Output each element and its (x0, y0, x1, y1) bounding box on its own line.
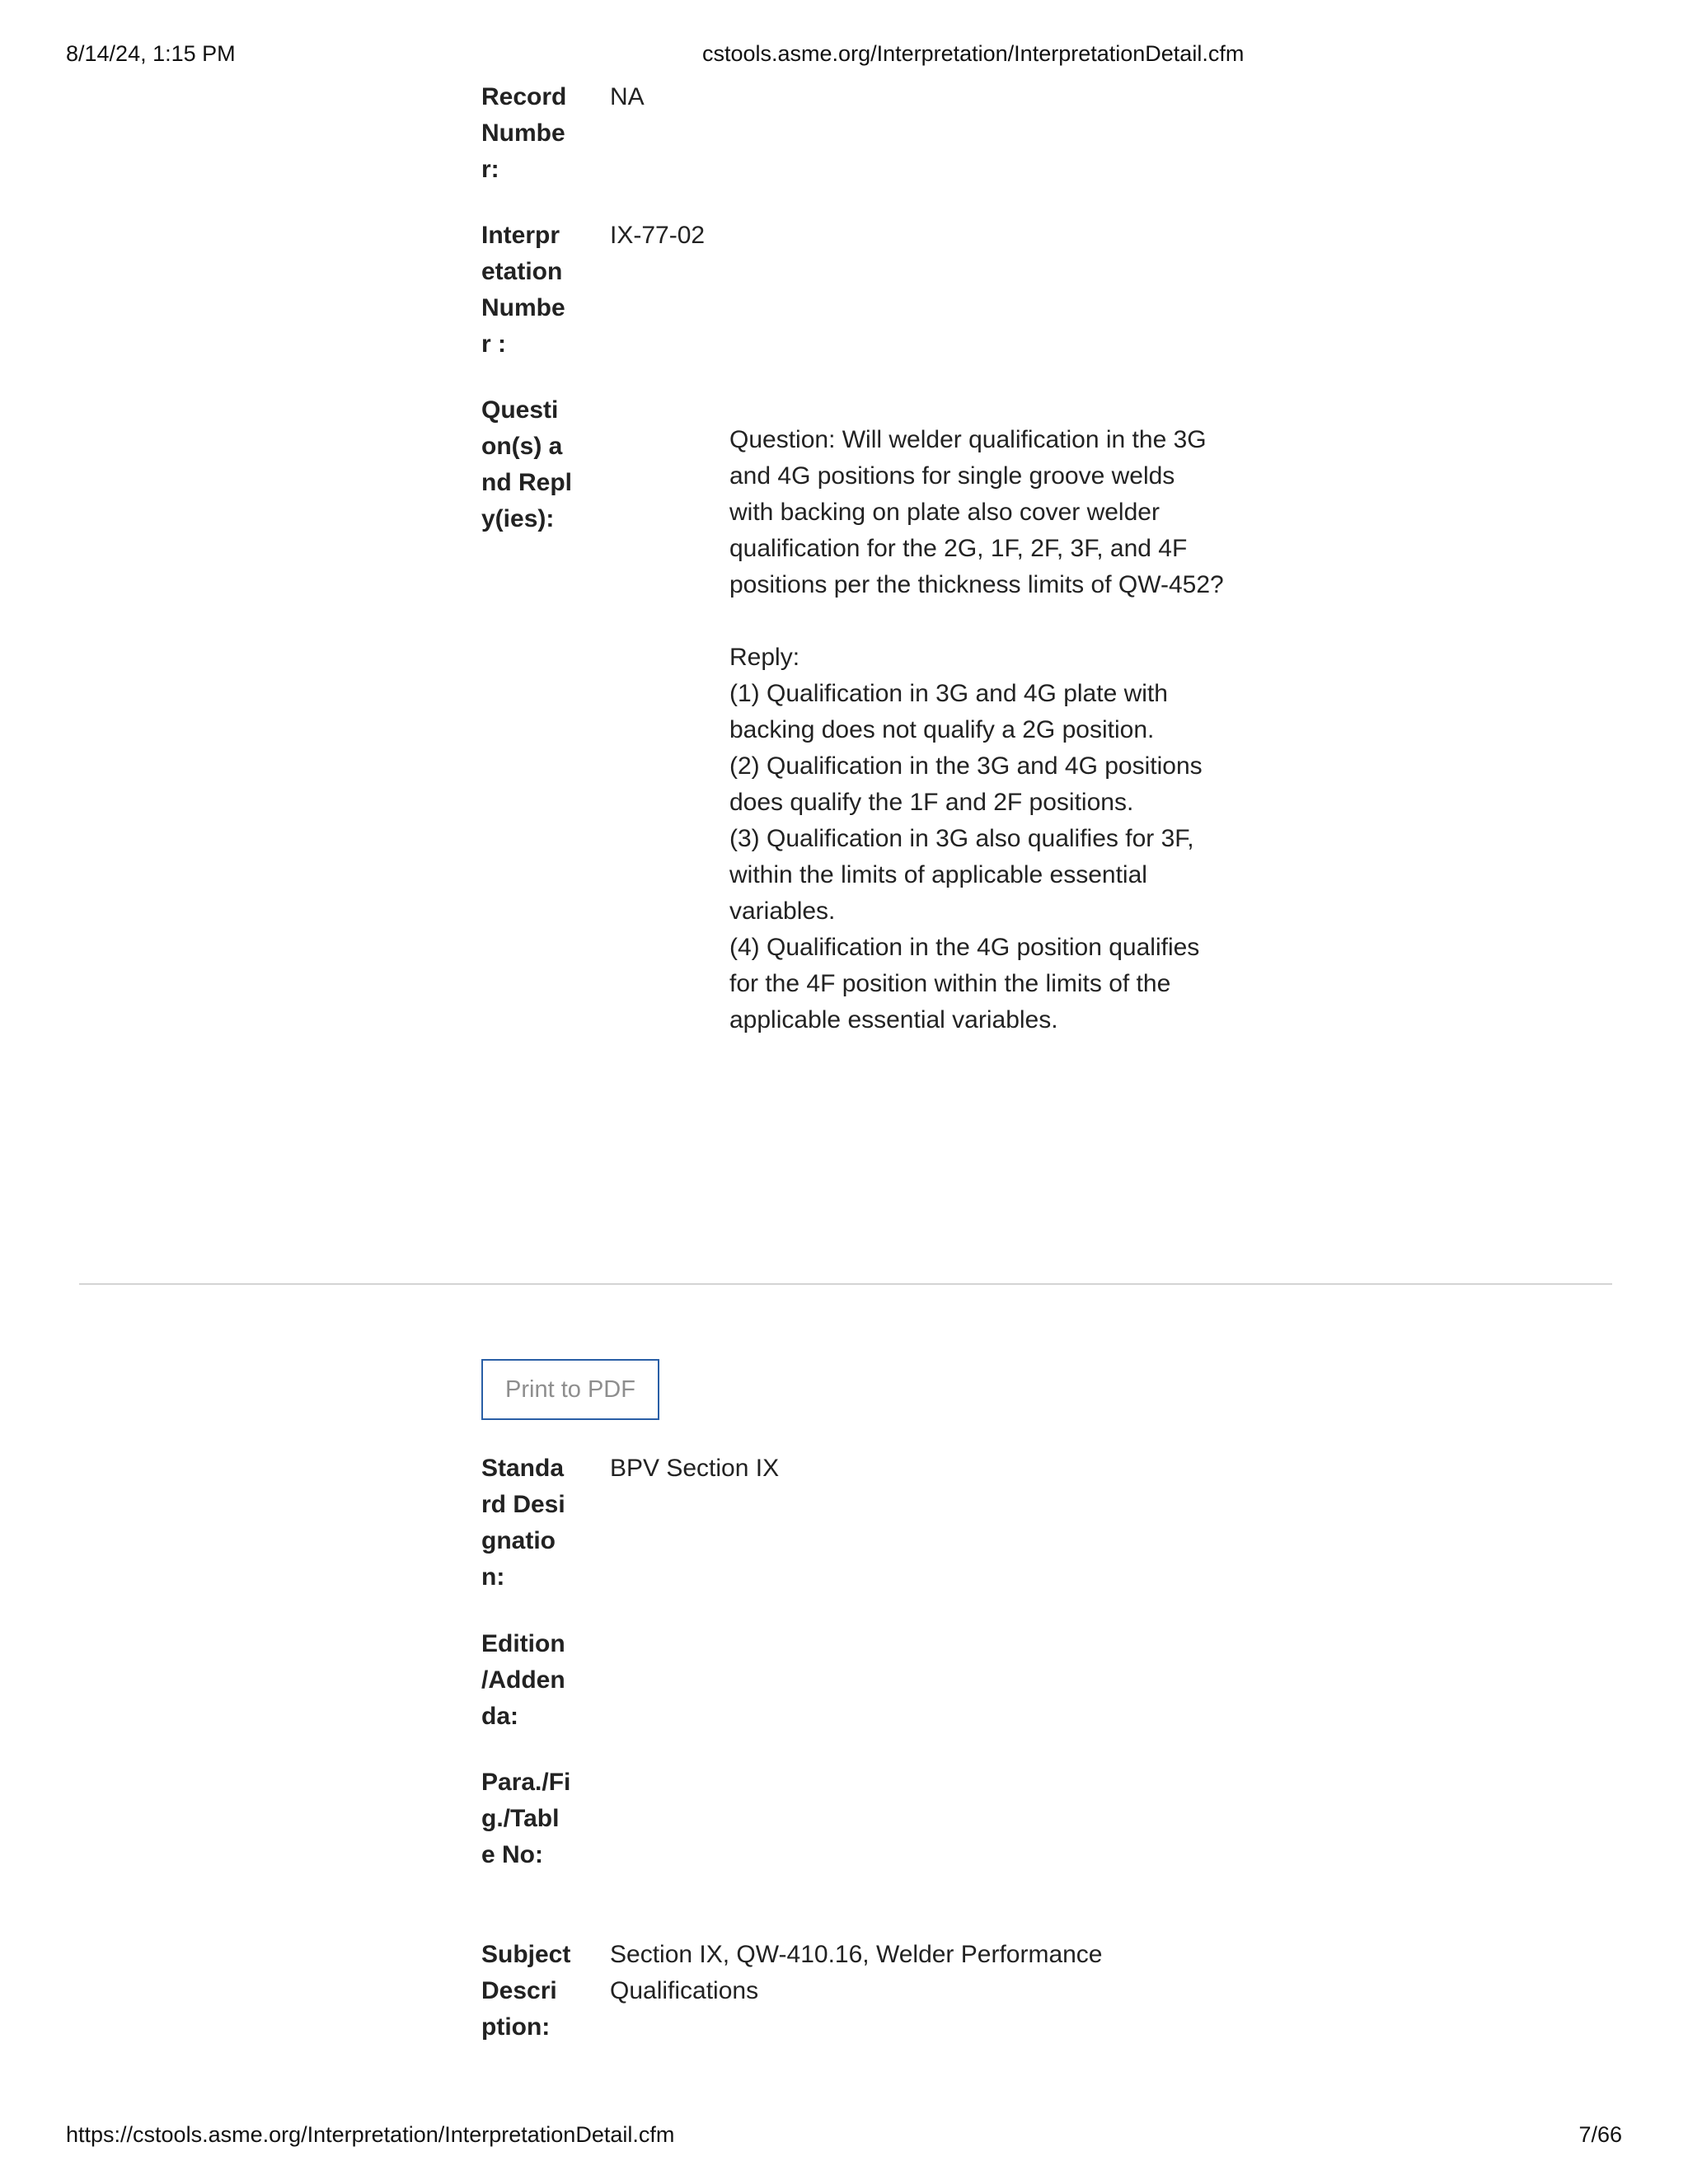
record-number-label: Record Number: (481, 83, 567, 183)
standard-designation-value: BPV Section IX (610, 1455, 780, 1482)
questions-replies-text: Question: Will welder qualification in the 3G and 4G positions for single groove welds with backing on plate also cover welder qualification for the 2G, 1F, 2F, 3F, and 4F positions per the thickness limits of QW-452? Reply: (1) Qualification in 3G and 4G plate with backing does not qualify a 2G position. (2) Qualification in the 3G and 4G positions does qualify the 1F and 2F positions. (3) Qualification in 3G also qualifies for 3F, within the limits of applicable essential variables. (4) Qualification in the 4G position qualifies for the 4F position within the limits of the applicable essential variables. (729, 426, 1224, 1033)
print-footer-url: https://cstools.asme.org/Interpretation/InterpretationDetail.cfm (66, 2122, 675, 2147)
questions-replies-label: Question(s) and Reply(ies): (481, 396, 572, 532)
record-divider (79, 1283, 1612, 1285)
print-to-pdf-button[interactable]: Print to PDF (481, 1359, 659, 1420)
edition-addenda-label: Edition /Addenda: (481, 1630, 565, 1730)
print-header-datetime: 8/14/24, 1:15 PM (66, 41, 236, 66)
para-fig-table-label: Para./Fig./Table No: (481, 1769, 571, 1868)
interpretation-number-value: IX-77-02 (610, 222, 706, 249)
standard-designation-label: Standard Designation: (481, 1455, 565, 1591)
print-header-url: cstools.asme.org/Interpretation/InterpretationDetail.cfm (702, 41, 1245, 66)
record-number-value: NA (610, 83, 645, 110)
subject-description-label: Subject Description: (481, 1941, 571, 2041)
interpretation-number-label: Interpretation Number : (481, 222, 565, 358)
subject-description-value: Section IX, QW-410.16, Welder Performance Qualifications (610, 1941, 1103, 2004)
print-footer-page-number: 7/66 (1578, 2122, 1622, 2147)
